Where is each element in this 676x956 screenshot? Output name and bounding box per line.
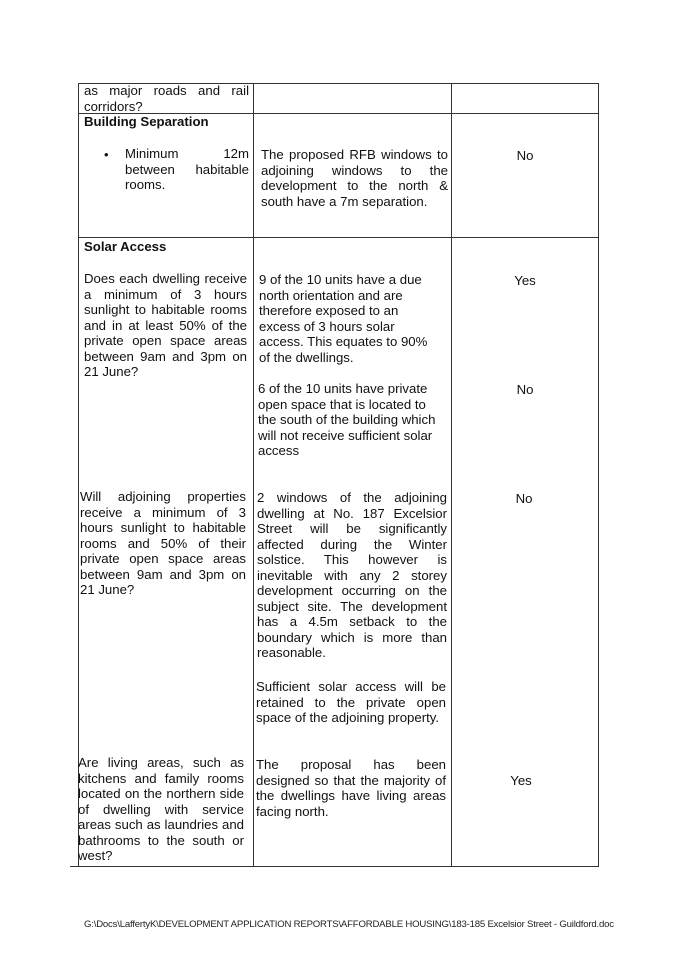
- solar-q2-comment-b: Sufficient solar access will be retained to the private open space of the adjoining property.: [256, 679, 446, 725]
- solar-q1-comment-a: 9 of the 10 units have a due north orientation and are therefore exposed to an excess of 3 hours solar access. This equates to 90% of the dwellings.: [259, 272, 428, 365]
- table-divider-1: [253, 83, 254, 867]
- solar-q2-criterion: Will adjoining properties receive a minimum of 3 hours sunlight to habitable rooms and 50% of their private open space areas between 9am and 3pm on 21 June?: [80, 489, 246, 597]
- row0-criterion: as major roads and rail corridors?: [84, 83, 249, 114]
- table-divider-2: [451, 83, 452, 867]
- table-border-left: [78, 83, 79, 867]
- solar-q3-compliance: Yes: [510, 773, 532, 788]
- footer-file-path: G:\Docs\LaffertyK\DEVELOPMENT APPLICATION REPORTS\AFFORDABLE HOUSING\183-185 Excelsior Street - Guildford.doc: [84, 919, 614, 930]
- section-heading-solar-access: Solar Access: [84, 239, 167, 254]
- row-divider: [78, 237, 599, 238]
- building-separation-compliance: No: [516, 148, 534, 163]
- solar-q2-comment-a: 2 windows of the adjoining dwelling at No. 187 Excelsior Street will be significantly affected during the Winter solstice. This however is inevitable with any 2 storey development occurring on the subject site. The development has a 4.5m setback to the boundary which is more than reasonable.: [257, 490, 447, 660]
- section-heading-building-separation: Building Separation: [84, 114, 209, 129]
- solar-q3-comment: The proposal has been designed so that the majority of the dwellings have living areas facing north.: [256, 757, 446, 819]
- solar-q2-compliance-a: No: [515, 491, 533, 506]
- building-separation-comment: The proposed RFB windows to adjoining windows to the development to the north & south have a 7m separation.: [261, 147, 448, 209]
- solar-q1-criterion: Does each dwelling receive a minimum of 3 hours sunlight to habitable rooms and in at least 50% of the private open space areas between 9am and 3pm on 21 June?: [84, 271, 247, 379]
- solar-q1-compliance-b: No: [516, 382, 534, 397]
- solar-q1-comment-b: 6 of the 10 units have private open space that is located to the south of the building which will not receive sufficient solar access: [258, 381, 436, 458]
- solar-q3-criterion: Are living areas, such as kitchens and family rooms located on the northern side of dwelling with service areas such as laundries and bathrooms to the south or west?: [78, 755, 244, 863]
- solar-q1-compliance-a: Yes: [514, 273, 536, 288]
- bullet-icon: •: [104, 147, 109, 162]
- table-border-right: [598, 83, 599, 867]
- building-separation-criterion: Minimum 12m between habitable rooms.: [125, 146, 249, 192]
- table-border-bottom: [70, 866, 599, 867]
